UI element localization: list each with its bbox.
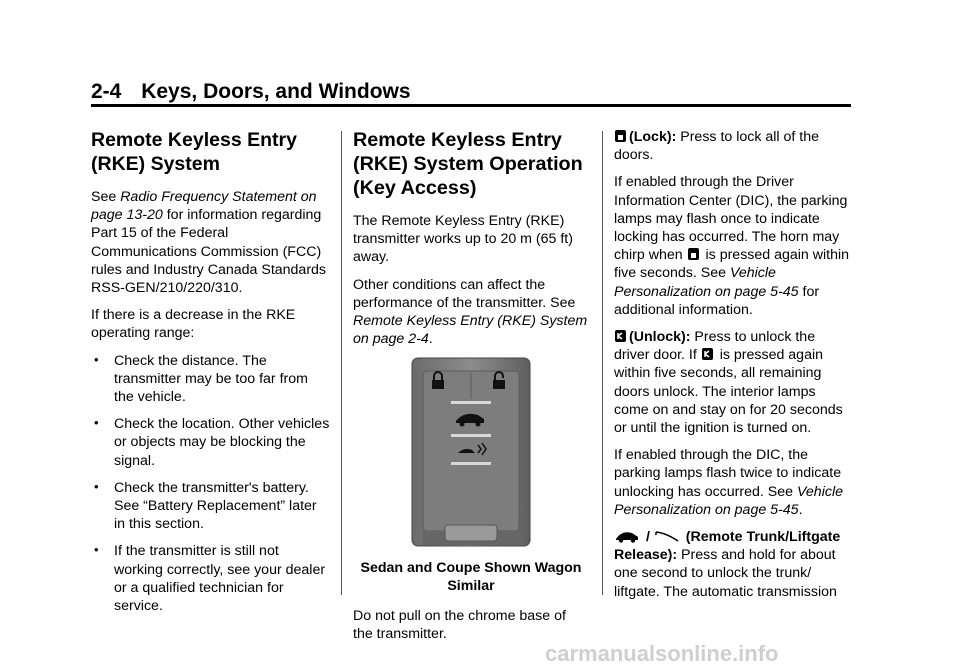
list-item: • Check the location. Other vehicles or objects may be blocking the signal. — [91, 415, 331, 470]
key-fob-drawing — [411, 357, 531, 547]
column-divider-2 — [602, 131, 603, 595]
unlock-label: (Unlock): — [629, 329, 691, 346]
chrome-base-warning: Do not pull on the chrome base of the transmitter. — [353, 608, 566, 643]
liftgate-icon — [654, 529, 680, 543]
trunk-label: (Remote Trunk/Liftgate Release): — [614, 529, 841, 564]
unlock-text-2: is pressed again within five seconds, all remaining doors unlock. The interior lamps come on and stay on for 20 seconds or until the ignition is turned on. — [614, 347, 843, 437]
lock-text: Press to lock all of the doors. — [614, 129, 820, 164]
see-text: See — [91, 189, 121, 205]
column-1 — [91, 128, 331, 624]
unlock-description — [614, 328, 854, 437]
lock-icon — [614, 129, 627, 143]
dic-lock-text: If enabled through the Driver Information Center (DIC), the parking lamps may flash once to indicate locking has occurred. The horn may chirp when — [614, 174, 848, 264]
vehicle-personalization-link[interactable]: Vehicle Personalization on page 5-45 — [614, 483, 843, 518]
range-paragraph: The Remote Keyless Entry (RKE) transmitter works up to 20 m (65 ft) away. — [353, 213, 573, 266]
range-intro: If there is a decrease in the RKE operating range: — [91, 307, 296, 342]
column-2 — [353, 128, 589, 652]
lock-description — [614, 128, 854, 164]
figure-caption: Sedan and Coupe Shown Wagon Similar — [360, 559, 582, 594]
period: . — [428, 331, 433, 348]
dic-unlock-paragraph — [614, 446, 854, 519]
vehicle-personalization-link[interactable]: Vehicle Personalization on page 5-45 — [614, 265, 799, 300]
dic-lock-text-3: for additional information. — [614, 283, 820, 318]
conditions-paragraph — [353, 276, 589, 349]
list-item: • If the transmitter is still not working correctly, see your dealer or a qualified technician for service. — [91, 542, 331, 615]
trunk-slash: / — [642, 529, 654, 546]
page-number: 2-4 — [91, 80, 122, 103]
key-fob-illustration — [353, 357, 589, 552]
dic-unlock-text: If enabled through the DIC, the parking lamps flash twice to indicate unlocking has occurred. See — [614, 447, 842, 500]
section-title: Keys, Doors, and Windows — [141, 80, 411, 103]
watermark: carmanualsonline.info — [545, 641, 779, 666]
rke-system-heading: Remote Keyless Entry (RKE) System — [91, 129, 297, 175]
dic-lock-paragraph — [614, 173, 854, 319]
fcc-paragraph — [91, 188, 331, 297]
lock-icon — [687, 247, 700, 261]
list-item: • Check the transmitter's battery. See “Battery Replacement” later in this section. — [91, 479, 331, 534]
dic-lock-text-2: is pressed again within five seconds. See — [614, 247, 850, 282]
period: . — [798, 501, 803, 518]
list-item: • Check the distance. The transmitter may be too far from the vehicle. — [91, 352, 331, 407]
header-rule — [91, 104, 851, 107]
unlock-icon — [701, 347, 714, 361]
trunk-icon — [614, 529, 640, 543]
column-3 — [614, 128, 854, 610]
fcc-text: for information regarding Part 15 of the Federal Communications Commission (FCC) rules and Industry Canada Standards RSS-GEN/210/220/310. — [91, 207, 327, 297]
trunk-text: Press and hold for about one second to unlock the trunk/ liftgate. The automatic transmission — [614, 547, 837, 600]
trunk-description — [614, 528, 854, 601]
radio-frequency-link[interactable]: Radio Frequency Statement on page 13-20 — [91, 189, 317, 224]
unlock-text: Press to unlock the driver door. If — [614, 329, 816, 364]
lock-label: (Lock): — [629, 129, 677, 145]
range-checklist — [91, 352, 331, 616]
column-divider-1 — [341, 131, 342, 595]
rke-system-link[interactable]: Remote Keyless Entry (RKE) System on page 2-4 — [353, 313, 588, 348]
page-header — [91, 80, 411, 104]
unlock-icon — [614, 329, 627, 343]
rke-operation-heading: Remote Keyless Entry (RKE) System Operation (Key Access) — [353, 129, 583, 199]
conditions-text: Other conditions can affect the performance of the transmitter. See — [353, 276, 576, 311]
